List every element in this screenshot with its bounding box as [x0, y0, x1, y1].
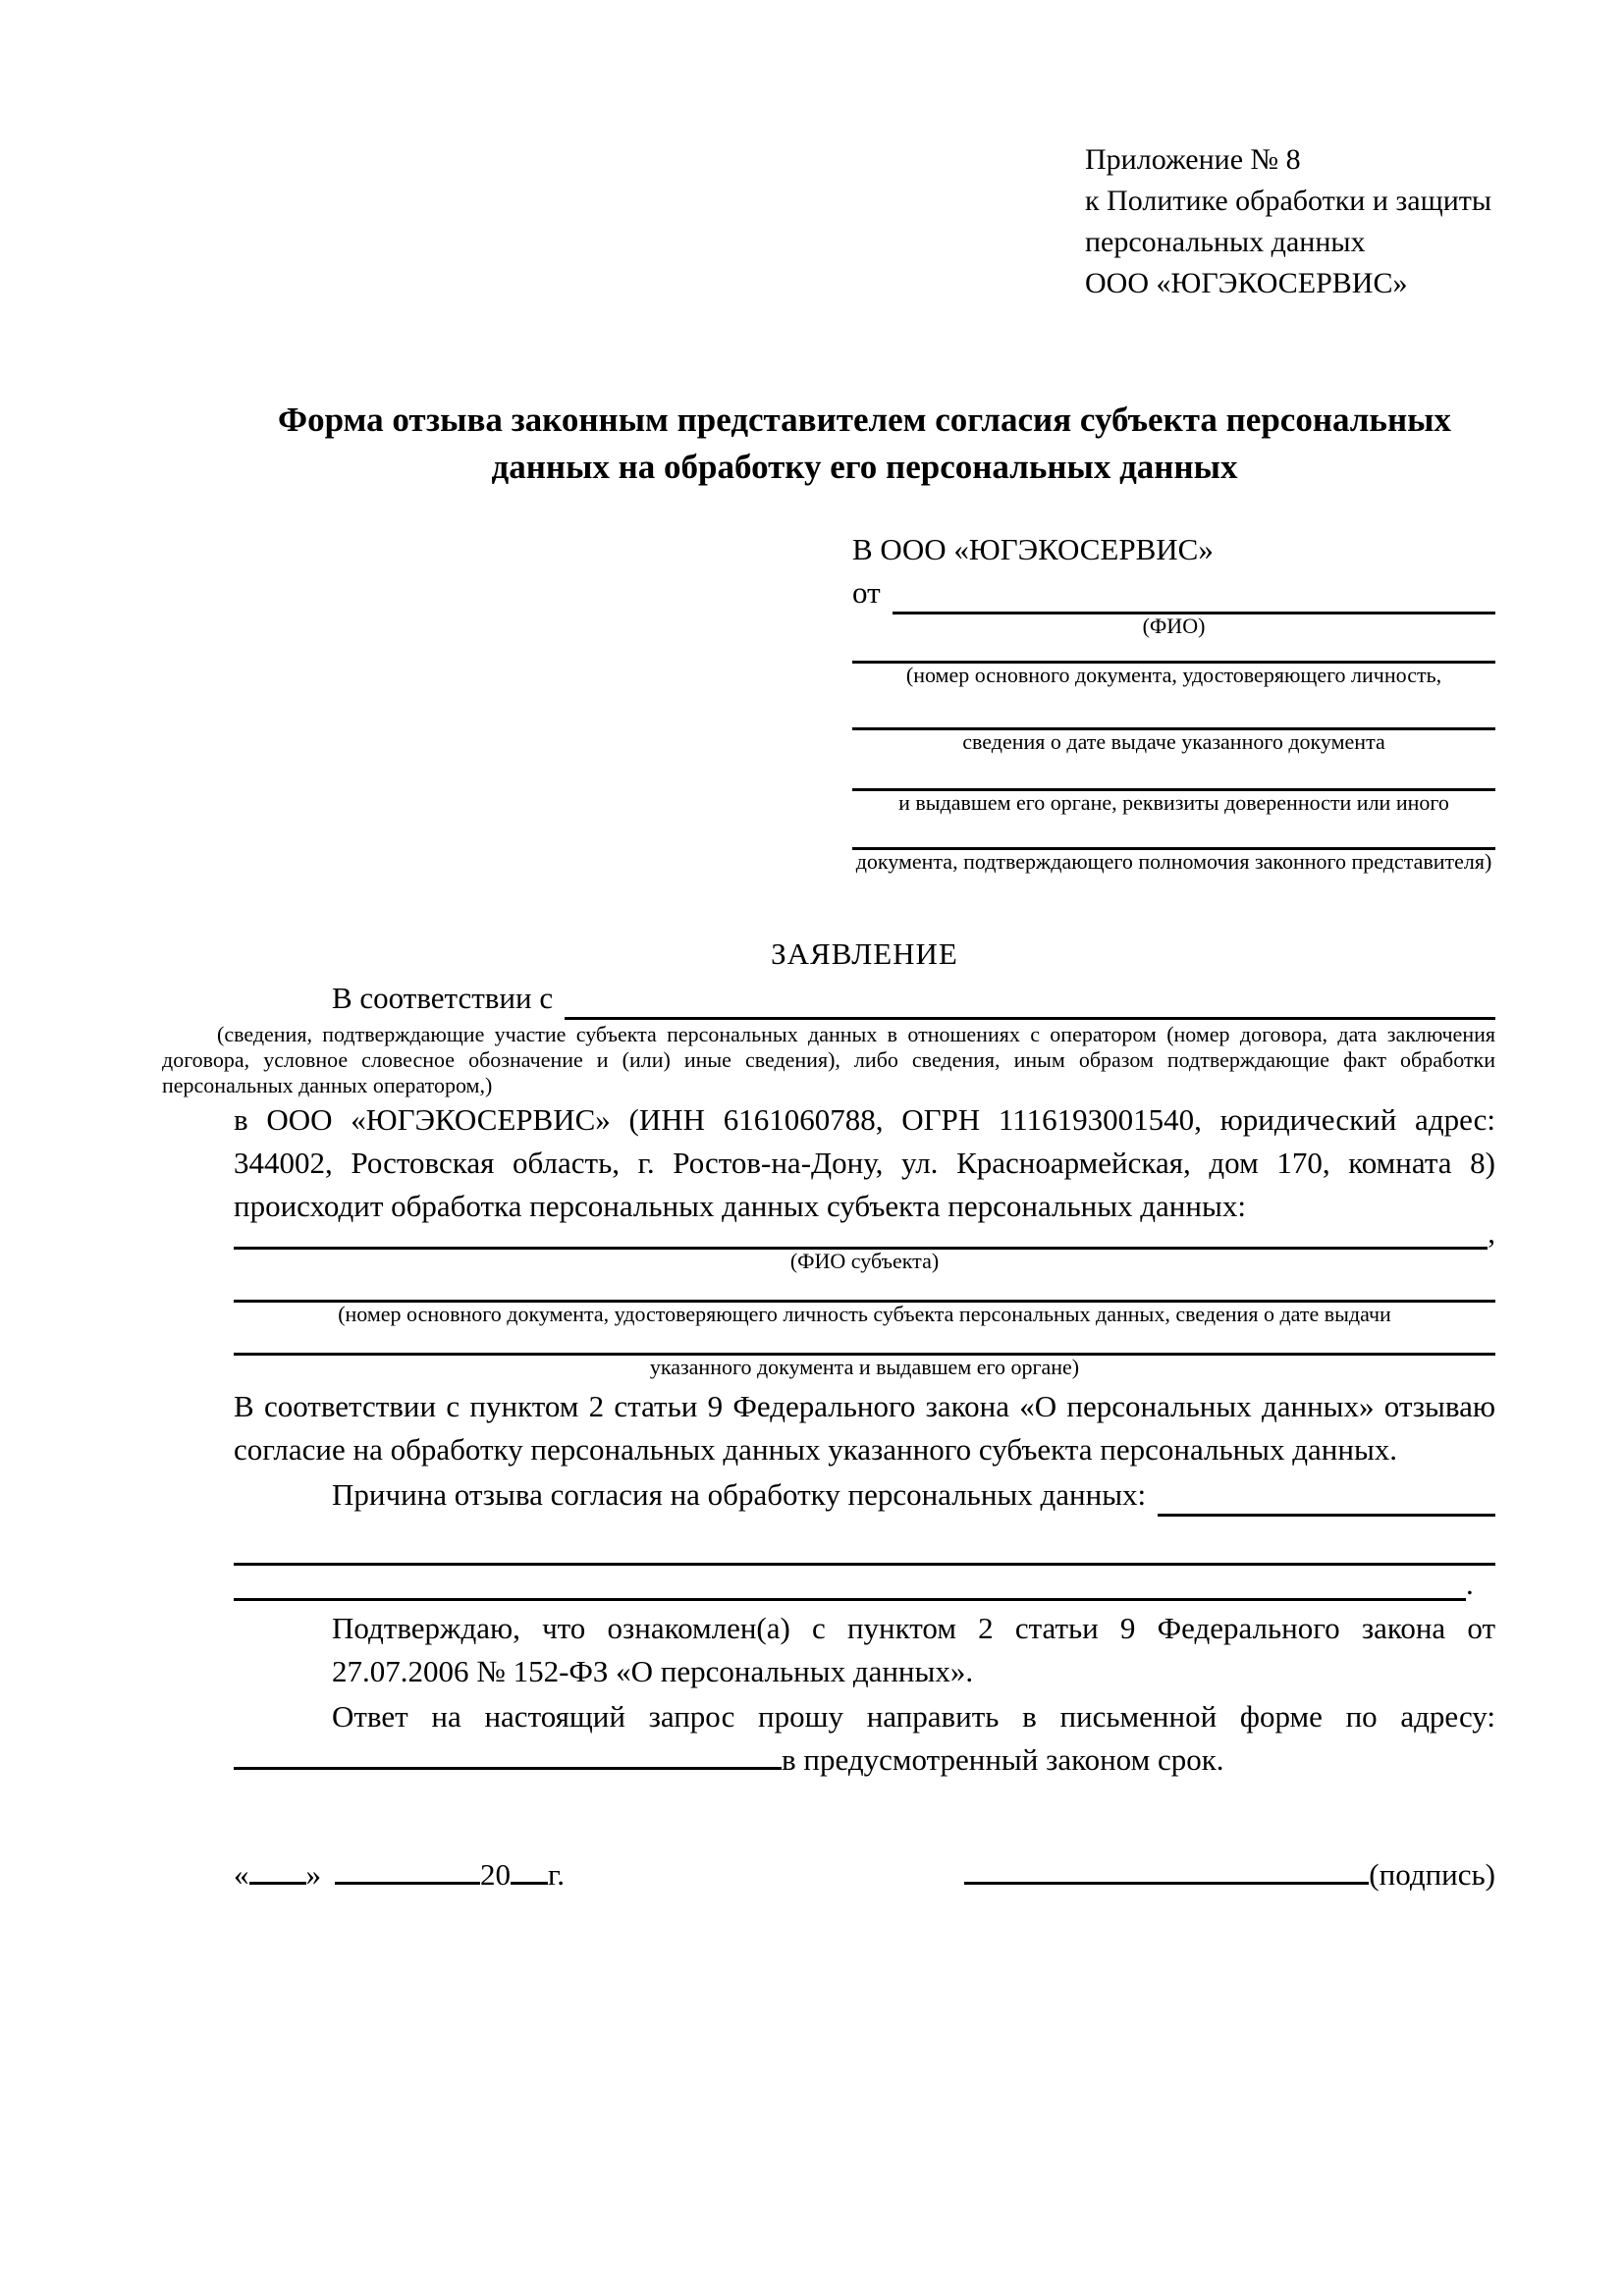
reason-blank-line-3 — [234, 1598, 1466, 1601]
subject-doc-blank-line-2 — [234, 1340, 1495, 1356]
signature-caption: (подпись) — [1369, 1857, 1495, 1892]
subject-doc-caption-2: указанного документа и выдавшем его органе) — [649, 1355, 1080, 1379]
subject-fio-row — [234, 1215, 1495, 1250]
in-accordance-label: В соответствии с — [332, 981, 554, 1015]
subject-fio-comma: , — [1488, 1215, 1495, 1250]
policy-reference-line2: персональных данных — [1085, 226, 1366, 258]
signature-blank-line — [964, 1855, 1369, 1885]
quote-close: » — [305, 1857, 321, 1892]
statement-heading: ЗАЯВЛЕНИЕ — [771, 936, 958, 971]
document-title: Форма отзыва законным представителем согласия субъекта персональных данных на обработку его персональных данных — [278, 400, 1451, 486]
reason-row — [234, 1473, 1495, 1517]
year-suffix: г. — [548, 1857, 565, 1892]
in-accordance-blank-line — [565, 1017, 1495, 1020]
subject-doc-caption-1: (номер основного документа, удостоверяющего личность субъекта персональных данных, сведения о дате выдачи — [338, 1302, 1391, 1326]
fio-caption: (ФИО) — [1142, 614, 1206, 638]
addressee-block — [852, 528, 1495, 874]
issuing-authority-blank-line — [852, 754, 1495, 791]
issue-date-caption: сведения о дате выдаче указанного документа — [962, 729, 1385, 754]
reason-blank-line-1 — [1158, 1514, 1495, 1517]
date-field — [234, 1853, 565, 1896]
withdrawal-paragraph: В соответствии с пунктом 2 статьи 9 Федерального закона «О персональных данных» отзываю согласие на обработку персональных данных указанного субъекта персональных данных. — [234, 1389, 1495, 1467]
doc-number-caption: (номер основного документа, удостоверяющего личность, — [905, 663, 1442, 687]
from-label: от — [852, 575, 881, 610]
reason-blank-row-3 — [234, 1567, 1495, 1601]
issue-date-blank-line — [852, 687, 1495, 730]
reply-paragraph — [234, 1695, 1495, 1782]
addressee-from-row — [852, 571, 1495, 614]
reply-label: Ответ на настоящий запрос прошу направить в письменной форме по адресу: — [332, 1699, 1495, 1734]
subject-doc-blank-line-1 — [234, 1287, 1495, 1303]
signature-field — [964, 1853, 1495, 1896]
reason-period: . — [1466, 1567, 1474, 1601]
appendix-number: Приложение № 8 — [1085, 143, 1301, 176]
statement-body — [162, 977, 1495, 1782]
confirm-paragraph: Подтверждаю, что ознакомлен(а) с пунктом 2 статьи 9 Федерального закона от 27.07.2006 № 152-ФЗ «О персональных данных». — [332, 1611, 1495, 1688]
quote-open: « — [234, 1857, 249, 1892]
in-accordance-row — [234, 977, 1495, 1020]
operator-paragraph: в ООО «ЮГЭКОСЕРВИС» (ИНН 6161060788, ОГРН 1116193001540, юридический адрес: 344002, Ростовская область, г. Ростов-на-Дону, ул. Красноармейская, дом 170, комната 8) происходит обработка персональных данных субъекта персональных данных: — [234, 1102, 1495, 1223]
signature-row — [234, 1853, 1495, 1896]
reason-label: Причина отзыва согласия на обработку персональных данных: — [332, 1477, 1147, 1512]
company-name: ООО «ЮГЭКОСЕРВИС» — [1085, 267, 1408, 299]
year-prefix: 20 — [480, 1857, 511, 1892]
reply-address-blank-line — [234, 1740, 782, 1770]
doc-number-blank-line — [852, 638, 1495, 664]
relationship-evidence-note: (сведения, подтверждающие участие субъекта персональных данных в отношениях с оператором (номер договора, дата заключения договора, условное словесное обозначение и (или) иные сведения), либо сведения, иным образом подтверждающие факт обработки персональных данных оператором,) — [162, 1022, 1495, 1097]
policy-reference-line1: к Политике обработки и защиты — [1085, 185, 1492, 217]
year-blank-line — [511, 1855, 548, 1885]
reason-blank-line-2 — [234, 1550, 1495, 1566]
confirm-paragraph-wrap — [234, 1607, 1495, 1693]
representative-authority-caption: документа, подтверждающего полномочия законного представителя) — [855, 849, 1492, 874]
month-blank-line — [335, 1855, 480, 1885]
subject-fio-caption: (ФИО субъекта) — [789, 1249, 940, 1273]
representative-authority-blank-line — [852, 815, 1495, 850]
day-blank-line — [249, 1855, 306, 1885]
appendix-header — [1085, 139, 1517, 304]
addressee-to: В ООО «ЮГЭКОСЕРВИС» — [852, 532, 1214, 566]
reply-tail: в предусмотренный законом срок. — [782, 1742, 1224, 1777]
issuing-authority-caption: и выдавшем его органе, реквизиты доверенности или иного — [898, 790, 1449, 815]
